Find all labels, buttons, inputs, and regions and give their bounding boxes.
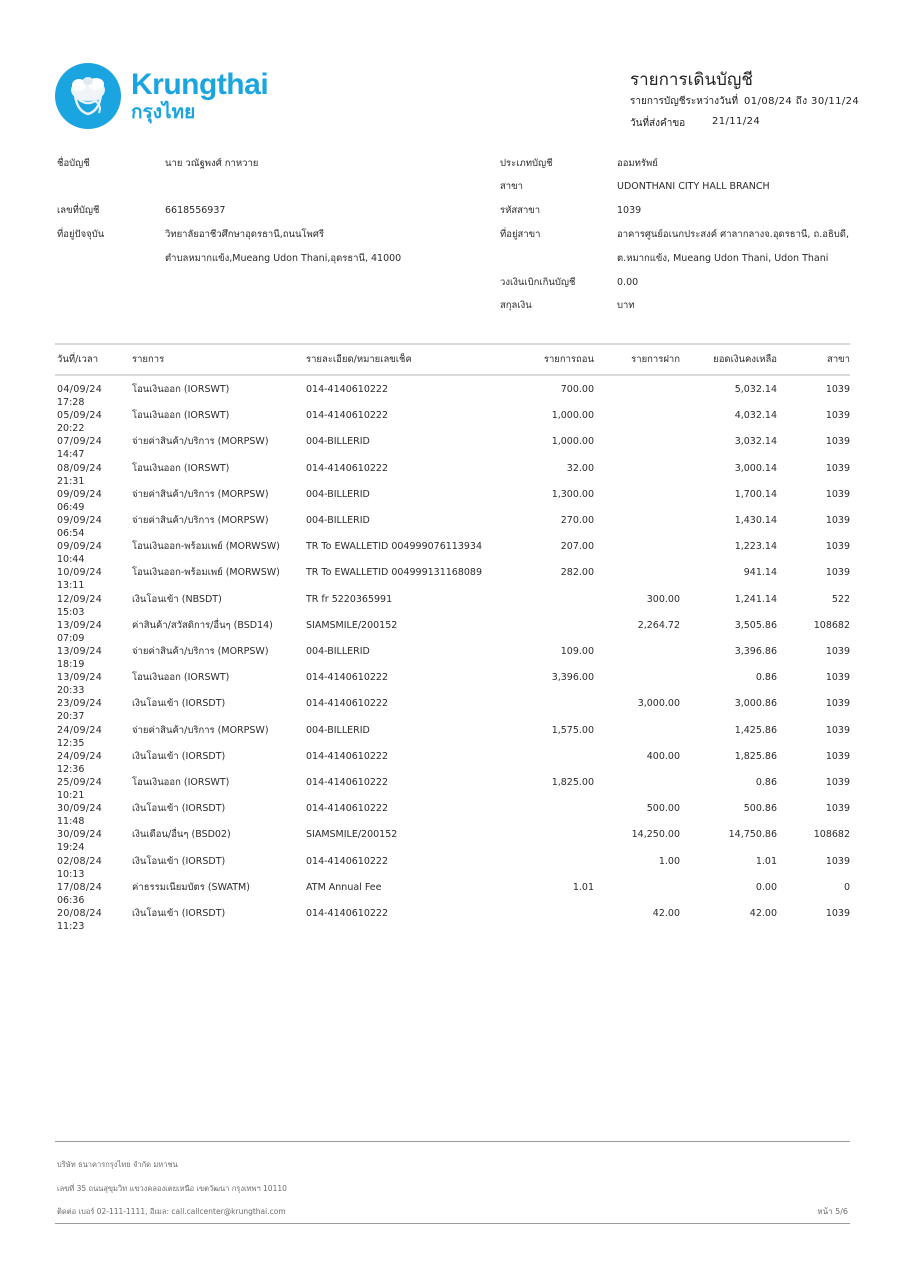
row-balance: 500.86 <box>743 803 777 815</box>
row-date: 24/09/24 <box>57 750 103 762</box>
row-date: 05/09/24 <box>57 410 103 422</box>
row-balance: 42.00 <box>749 908 777 919</box>
row-date: 30/09/24 <box>57 829 103 841</box>
row-time: 20:33 <box>57 685 85 697</box>
address-line1: วิทยาลัยอาชีวศึกษาอุดรธานี,ถนนโพศรี <box>165 229 324 240</box>
row-withdrawal: 109.00 <box>560 646 594 657</box>
row-balance: 3,032.14 <box>734 436 777 448</box>
row-date: 07/09/24 <box>57 436 103 448</box>
row-detail: 014-4140610222 <box>306 750 389 762</box>
row-description: โอนเงินออก (IORSWT) <box>132 777 230 788</box>
overdraft-label: วงเงินเบิกเกินบัญชี <box>500 277 576 288</box>
row-time: 18:19 <box>57 659 85 670</box>
row-time: 19:24 <box>57 842 85 854</box>
request-date-label: วันที่ส่งคำขอ <box>630 118 686 129</box>
row-branch: 1039 <box>825 777 850 788</box>
footer-top-divider <box>55 1141 850 1142</box>
row-branch: 1039 <box>825 410 850 422</box>
row-deposit: 1.00 <box>658 855 680 867</box>
row-balance: 3,000.14 <box>734 462 777 474</box>
row-date: 12/09/24 <box>57 593 103 605</box>
row-detail: 014-4140610222 <box>306 384 389 395</box>
document-title: รายการเดินบัญชี <box>630 70 753 90</box>
account-number-value: 6618556937 <box>165 205 226 216</box>
row-time: 14:47 <box>57 449 85 461</box>
row-deposit: 3,000.00 <box>637 698 680 710</box>
table-row <box>0 383 906 409</box>
row-detail: 014-4140610222 <box>306 410 389 422</box>
row-time: 20:22 <box>57 423 85 435</box>
row-branch: 1039 <box>825 750 850 762</box>
table-row <box>0 566 906 592</box>
row-date: 25/09/24 <box>57 777 103 788</box>
row-withdrawal: 1,300.00 <box>551 488 594 500</box>
row-description: จ่ายค่าสินค้า/บริการ (MORPSW) <box>132 436 269 448</box>
table-row <box>0 802 906 828</box>
row-balance: 0.00 <box>755 881 777 893</box>
row-time: 10:21 <box>57 790 85 801</box>
table-row <box>0 776 906 802</box>
row-deposit: 500.00 <box>646 803 680 815</box>
footer-address: เลขที่ 35 ถนนสุขุมวิท แขวงคลองเตยเหนือ เขตวัฒนา กรุงเทพฯ 10110 <box>57 1184 287 1193</box>
col-header-description: รายการ <box>132 354 165 365</box>
row-balance: 1,825.86 <box>734 750 777 762</box>
row-balance: 1.01 <box>755 855 777 867</box>
row-deposit: 400.00 <box>646 750 680 762</box>
row-detail: ATM Annual Fee <box>306 881 382 893</box>
currency-value: บาท <box>617 300 635 311</box>
row-branch: 1039 <box>825 515 850 526</box>
account-number-label: เลขที่บัญชี <box>57 205 100 216</box>
row-detail: 014-4140610222 <box>306 803 389 815</box>
row-withdrawal: 1,000.00 <box>551 410 594 422</box>
row-balance: 1,223.14 <box>734 541 777 553</box>
table-row <box>0 828 906 854</box>
row-branch: 1039 <box>825 488 850 500</box>
account-info-left <box>57 0 477 300</box>
row-withdrawal: 1,575.00 <box>551 724 594 736</box>
currency-label: สกุลเงิน <box>500 300 532 311</box>
branch-code-value: 1039 <box>617 205 642 216</box>
row-branch: 108682 <box>813 619 850 631</box>
row-branch: 108682 <box>813 829 850 841</box>
row-branch: 1039 <box>825 462 850 474</box>
row-branch: 522 <box>831 593 850 605</box>
branch-label: สาขา <box>500 181 523 192</box>
row-detail: TR To EWALLETID 004999076113934 <box>306 541 483 553</box>
row-detail: 014-4140610222 <box>306 462 389 474</box>
row-time: 11:23 <box>57 921 85 932</box>
row-withdrawal: 700.00 <box>560 384 594 395</box>
row-withdrawal: 1,000.00 <box>551 436 594 448</box>
row-withdrawal: 1,825.00 <box>551 777 594 788</box>
row-date: 24/09/24 <box>57 724 103 736</box>
branch-address-label: ที่อยู่สาขา <box>500 229 541 240</box>
footer-contact: ติดต่อ เบอร์ 02-111-1111, อีเมล: call.callcenter@krungthai.com <box>57 1207 286 1216</box>
col-header-deposit: รายการฝาก <box>631 354 680 365</box>
row-description: จ่ายค่าสินค้า/บริการ (MORPSW) <box>132 724 269 736</box>
row-detail: 014-4140610222 <box>306 855 389 867</box>
table-row <box>0 435 906 461</box>
table-top-divider <box>55 343 850 345</box>
account-name-label: ชื่อบัญชี <box>57 158 90 169</box>
table-row <box>0 671 906 697</box>
row-time: 07:09 <box>57 632 85 644</box>
row-date: 20/08/24 <box>57 908 103 919</box>
row-detail: 014-4140610222 <box>306 777 389 788</box>
table-row <box>0 645 906 671</box>
table-row <box>0 724 906 750</box>
row-description: จ่ายค่าสินค้า/บริการ (MORPSW) <box>132 646 269 657</box>
row-detail: 014-4140610222 <box>306 908 389 919</box>
table-row <box>0 488 906 514</box>
row-date: 09/09/24 <box>57 488 103 500</box>
table-row <box>0 697 906 723</box>
row-date: 13/09/24 <box>57 619 103 631</box>
row-branch: 0 <box>843 881 850 893</box>
row-time: 06:36 <box>57 894 85 906</box>
row-time: 17:28 <box>57 397 85 408</box>
row-branch: 1039 <box>825 803 850 815</box>
table-row <box>0 907 906 933</box>
row-description: โอนเงินออก (IORSWT) <box>132 384 230 395</box>
row-time: 10:44 <box>57 554 85 566</box>
row-date: 13/09/24 <box>57 646 103 657</box>
table-row <box>0 409 906 435</box>
row-detail: 004-BILLERID <box>306 724 370 736</box>
row-balance: 3,505.86 <box>734 619 777 631</box>
row-description: เงินโอนเข้า (IORSDT) <box>132 803 226 815</box>
row-balance: 0.86 <box>755 672 777 684</box>
row-time: 21:31 <box>57 475 85 487</box>
row-withdrawal: 32.00 <box>566 462 594 474</box>
row-description: โอนเงินออก (IORSWT) <box>132 410 230 422</box>
row-detail: SIAMSMILE/200152 <box>306 619 398 631</box>
row-time: 20:37 <box>57 711 85 723</box>
table-row <box>0 619 906 645</box>
row-branch: 1039 <box>825 436 850 448</box>
row-balance: 941.14 <box>743 567 777 579</box>
row-detail: 004-BILLERID <box>306 646 370 657</box>
row-time: 13:11 <box>57 580 85 592</box>
account-type-value: ออมทรัพย์ <box>617 158 658 169</box>
row-balance: 14,750.86 <box>728 829 777 841</box>
row-balance: 3,000.86 <box>734 698 777 710</box>
row-date: 09/09/24 <box>57 515 103 526</box>
row-branch: 1039 <box>825 698 850 710</box>
address-label: ที่อยู่ปัจจุบัน <box>57 229 105 240</box>
footer-company: บริษัท ธนาคารกรุงไทย จำกัด มหาชน <box>57 1160 178 1169</box>
branch-code-label: รหัสสาขา <box>500 205 541 216</box>
address-line2: ตำบลหมากแข้ง,Mueang Udon Thani,อุดรธานี, 41000 <box>165 253 402 264</box>
row-date: 30/09/24 <box>57 803 103 815</box>
table-row <box>0 881 906 907</box>
row-description: เงินโอนเข้า (IORSDT) <box>132 855 226 867</box>
branch-value: UDONTHANI CITY HALL BRANCH <box>617 181 770 192</box>
row-branch: 1039 <box>825 541 850 553</box>
row-description: เงินเดือน/อื่นๆ (BSD02) <box>132 829 231 841</box>
row-branch: 1039 <box>825 672 850 684</box>
row-deposit: 300.00 <box>646 593 680 605</box>
row-balance: 1,430.14 <box>734 515 777 526</box>
row-withdrawal: 282.00 <box>560 567 594 579</box>
row-detail: 004-BILLERID <box>306 488 370 500</box>
row-detail: SIAMSMILE/200152 <box>306 829 398 841</box>
page-number: หน้า 5/6 <box>817 1207 848 1216</box>
row-description: เงินโอนเข้า (IORSDT) <box>132 698 226 710</box>
branch-address-line2: ต.หมากแข้ง, Mueang Udon Thani, Udon Thani <box>617 253 829 264</box>
overdraft-value: 0.00 <box>617 277 639 288</box>
row-time: 06:49 <box>57 501 85 513</box>
row-detail: 014-4140610222 <box>306 698 389 710</box>
row-time: 10:13 <box>57 868 85 880</box>
row-balance: 1,425.86 <box>734 724 777 736</box>
row-detail: 004-BILLERID <box>306 436 370 448</box>
request-date-value: 21/11/24 <box>712 116 761 127</box>
row-time: 12:36 <box>57 763 85 775</box>
row-time: 06:54 <box>57 528 85 539</box>
brand-name-en: Krungthai <box>131 68 269 101</box>
row-description: ค่าธรรมเนียมบัตร (SWATM) <box>132 881 250 893</box>
row-balance: 4,032.14 <box>734 410 777 422</box>
row-branch: 1039 <box>825 384 850 395</box>
row-description: โอนเงินออก-พร้อมเพย์ (MORWSW) <box>132 567 280 579</box>
row-withdrawal: 270.00 <box>560 515 594 526</box>
footer-bottom-divider <box>55 1223 850 1224</box>
table-row <box>0 855 906 881</box>
account-name-value: นาย วณัฐพงศ์ กาหวาย <box>165 158 259 169</box>
row-time: 12:35 <box>57 737 85 749</box>
row-branch: 1039 <box>825 908 850 919</box>
row-description: เงินโอนเข้า (IORSDT) <box>132 750 226 762</box>
row-withdrawal: 207.00 <box>560 541 594 553</box>
row-branch: 1039 <box>825 567 850 579</box>
row-description: โอนเงินออก-พร้อมเพย์ (MORWSW) <box>132 541 280 553</box>
row-balance: 3,396.86 <box>734 646 777 657</box>
row-time: 11:48 <box>57 816 85 828</box>
col-header-balance: ยอดเงินคงเหลือ <box>713 354 777 365</box>
row-branch: 1039 <box>825 646 850 657</box>
account-info-right <box>500 0 880 320</box>
row-description: จ่ายค่าสินค้า/บริการ (MORPSW) <box>132 515 269 526</box>
row-withdrawal: 3,396.00 <box>551 672 594 684</box>
row-deposit: 42.00 <box>652 908 680 919</box>
row-branch: 1039 <box>825 855 850 867</box>
col-header-branch: สาขา <box>827 354 850 365</box>
row-balance: 1,241.14 <box>734 593 777 605</box>
account-type-label: ประเภทบัญชี <box>500 158 553 169</box>
row-description: เงินโอนเข้า (NBSDT) <box>132 593 222 605</box>
row-description: เงินโอนเข้า (IORSDT) <box>132 908 226 919</box>
row-balance: 0.86 <box>755 777 777 788</box>
table-row <box>0 593 906 619</box>
row-date: 17/08/24 <box>57 881 103 893</box>
col-header-datetime: วันที่/เวลา <box>57 354 99 365</box>
row-description: ค่าสินค้า/สวัสดิการ/อื่นๆ (BSD14) <box>132 619 273 631</box>
row-deposit: 14,250.00 <box>631 829 680 841</box>
table-row <box>0 462 906 488</box>
row-date: 13/09/24 <box>57 672 103 684</box>
col-header-withdrawal: รายการถอน <box>543 354 594 365</box>
row-date: 10/09/24 <box>57 567 103 579</box>
row-branch: 1039 <box>825 724 850 736</box>
row-detail: TR fr 5220365991 <box>306 593 393 605</box>
brand-name-th: กรุงไทย <box>131 101 196 123</box>
table-row <box>0 540 906 566</box>
row-date: 04/09/24 <box>57 384 103 395</box>
row-deposit: 2,264.72 <box>637 619 680 631</box>
branch-address-line1: อาคารศูนย์อเนกประสงค์ ศาลากลางจ.อุดรธานี, ถ.อธิบดี, <box>617 229 849 240</box>
row-balance: 1,700.14 <box>734 488 777 500</box>
row-time: 15:03 <box>57 606 85 618</box>
table-row <box>0 514 906 540</box>
period-value: 01/08/24 ถึง 30/11/24 <box>744 96 860 107</box>
row-balance: 5,032.14 <box>734 384 777 395</box>
row-detail: TR To EWALLETID 004999131168089 <box>306 567 483 579</box>
table-row <box>0 750 906 776</box>
col-header-detail: รายละเอียด/หมายเลขเช็ค <box>306 354 412 365</box>
period-label: รายการบัญชีระหว่างวันที่ <box>630 96 739 107</box>
row-detail: 014-4140610222 <box>306 672 389 684</box>
row-date: 08/09/24 <box>57 462 103 474</box>
row-date: 09/09/24 <box>57 541 103 553</box>
table-header-divider <box>55 374 850 376</box>
row-description: จ่ายค่าสินค้า/บริการ (MORPSW) <box>132 488 269 500</box>
row-date: 23/09/24 <box>57 698 103 710</box>
row-detail: 004-BILLERID <box>306 515 370 526</box>
row-withdrawal: 1.01 <box>572 881 594 893</box>
row-description: โอนเงินออก (IORSWT) <box>132 672 230 684</box>
row-date: 02/08/24 <box>57 855 103 867</box>
row-description: โอนเงินออก (IORSWT) <box>132 462 230 474</box>
